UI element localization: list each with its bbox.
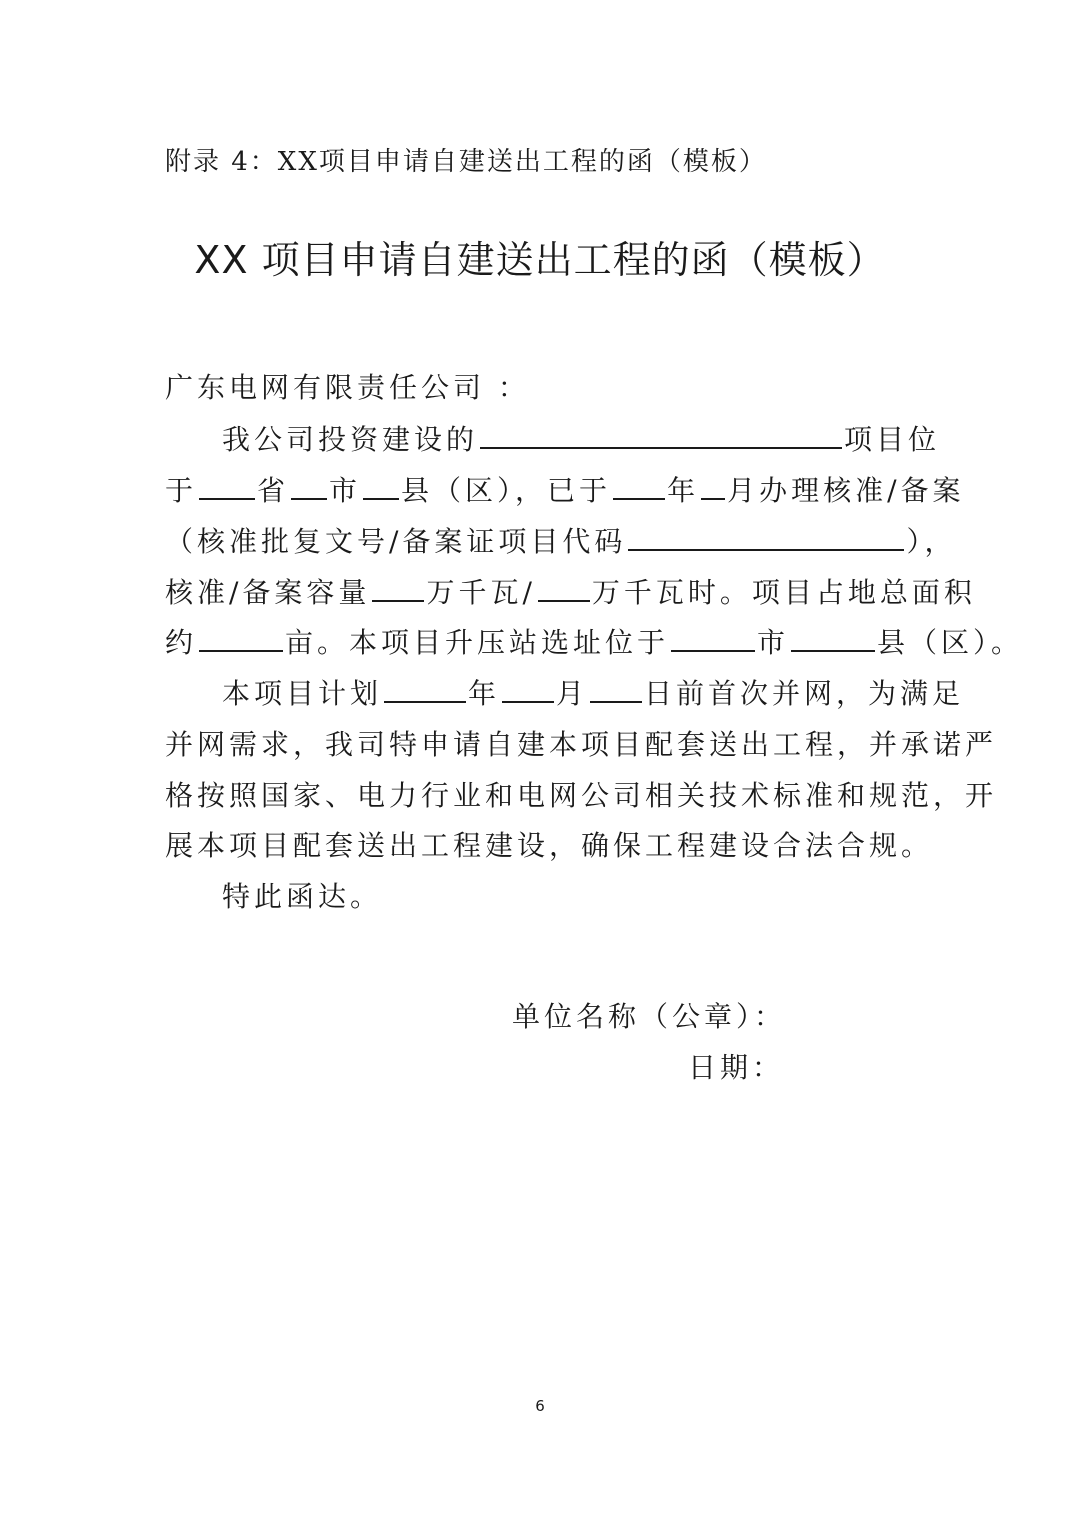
- station-city-blank: [671, 624, 755, 652]
- para1-line2: [165, 471, 965, 511]
- grid-day-blank: [590, 675, 642, 703]
- para1-line1: [222, 420, 941, 460]
- para1-text: 于: [165, 474, 198, 507]
- capacity-mw-blank: [372, 574, 424, 602]
- para1-text: （核准批复文号/备案证项目代码: [165, 525, 627, 558]
- para1-text: 市: [329, 474, 362, 507]
- county-blank: [363, 472, 399, 500]
- para2-text: 日前首次并网，为满足: [644, 677, 965, 710]
- station-county-blank: [791, 624, 875, 652]
- province-blank: [199, 472, 255, 500]
- para1-text: 月办理核准/备案: [727, 474, 965, 507]
- para2-line1: [222, 674, 965, 714]
- para2-text: 月: [556, 677, 589, 710]
- para2-line3: 格按照国家、电力行业和电网公司相关技术标准和规范，开: [165, 779, 998, 812]
- capacity-mwh-blank: [538, 574, 590, 602]
- para1-text: 我公司投资建设的: [222, 423, 479, 456]
- para1-line4: [165, 573, 976, 613]
- para1-text: 年: [667, 474, 700, 507]
- month-blank: [701, 472, 725, 500]
- approval-code-blank: [628, 523, 904, 551]
- para2-line4: 展本项目配套送出工程建设，确保工程建设合法合规。: [165, 829, 934, 862]
- para1-text: 县（区），已于: [401, 474, 612, 507]
- year-blank: [613, 472, 665, 500]
- para1-text: 市: [757, 626, 790, 659]
- date-label: 日期：: [688, 1051, 785, 1084]
- para1-text: 省: [257, 474, 290, 507]
- closing-text: 特此函达。: [222, 880, 383, 913]
- para1-text: 县（区）。: [877, 626, 1024, 659]
- area-blank: [199, 624, 283, 652]
- project-name-blank: [480, 421, 842, 449]
- para1-text: 核准/备案容量: [165, 576, 371, 609]
- para1-line3: [165, 522, 957, 562]
- para1-text: 亩。本项目升压站选址位于: [285, 626, 670, 659]
- salutation: 广东电网有限责任公司 ：: [165, 371, 530, 404]
- para2-line2: 并网需求，我司特申请自建本项目配套送出工程，并承诺严: [165, 728, 998, 761]
- para1-line5: [165, 623, 1024, 663]
- para1-text: 项目位: [844, 423, 941, 456]
- grid-year-blank: [384, 675, 466, 703]
- grid-month-blank: [502, 675, 554, 703]
- page-number: 6: [535, 1397, 545, 1415]
- appendix-heading: 附录 4：XX项目申请自建送出工程的函（模板）: [165, 147, 767, 177]
- para2-text: 本项目计划: [222, 677, 383, 710]
- para1-text: 约: [165, 626, 198, 659]
- para1-text: 万千瓦时。项目占地总面积: [591, 576, 976, 609]
- document-title: XX 项目申请自建送出工程的函（模板）: [194, 238, 886, 282]
- unit-name-label: 单位名称（公章）：: [512, 1000, 787, 1033]
- para2-text: 年: [468, 677, 501, 710]
- city-blank: [291, 472, 327, 500]
- para1-text: ），: [906, 525, 957, 558]
- para1-text: 万千瓦/: [426, 576, 536, 609]
